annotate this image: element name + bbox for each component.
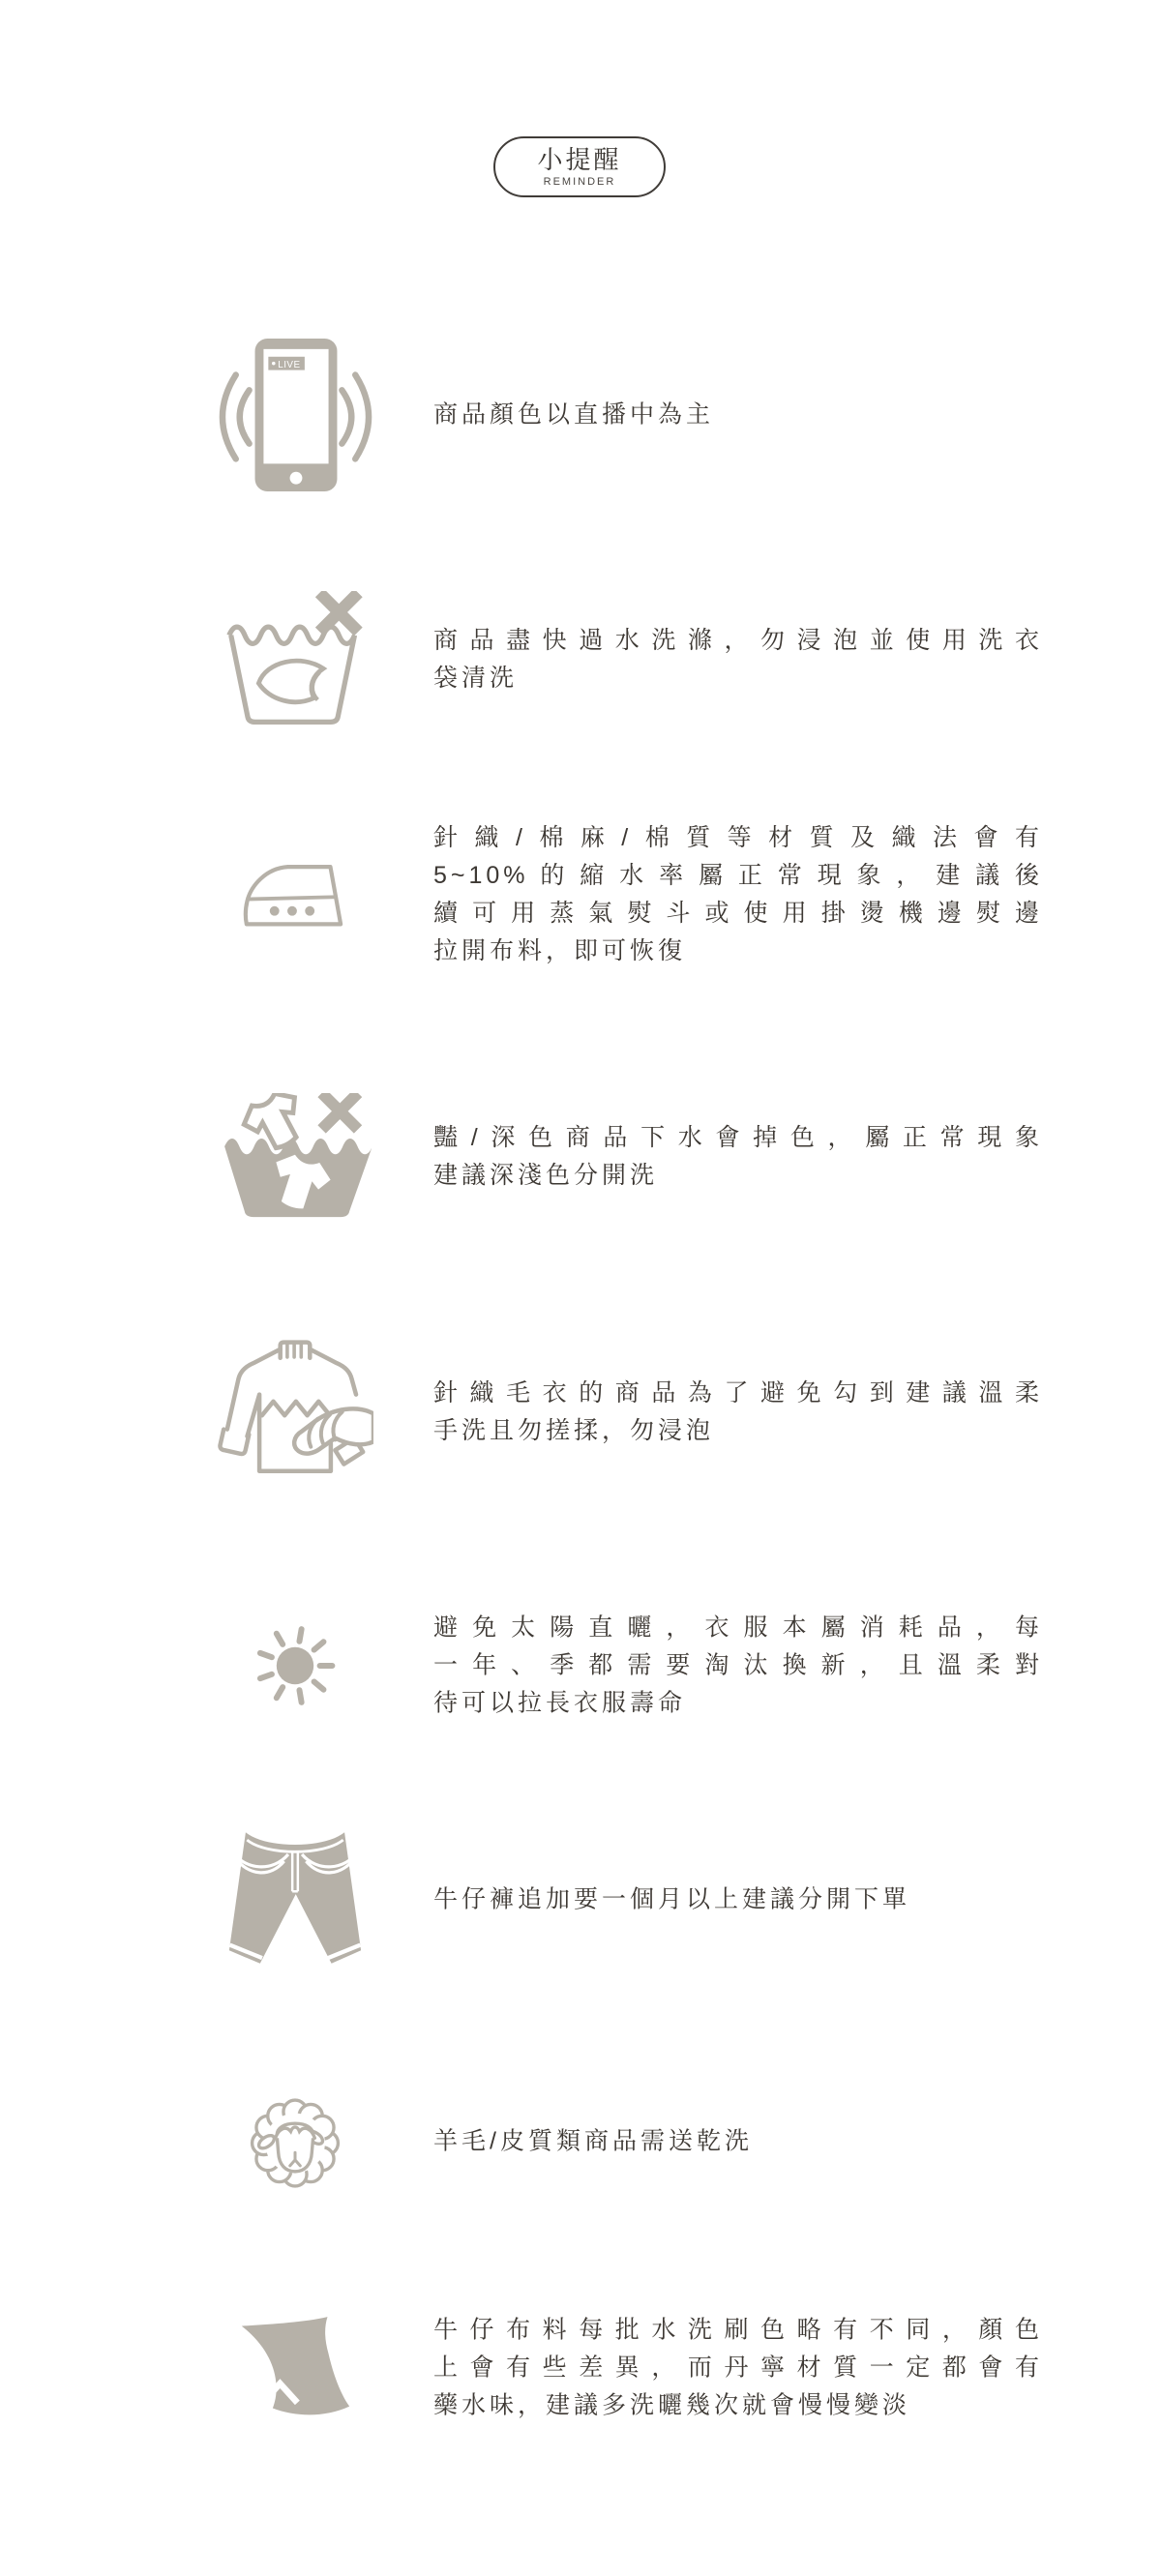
reminder-row-shrinkage-iron — [0, 806, 1161, 984]
text-line: 牛仔布料每批水洗刷色略有不同，顏色 — [433, 2316, 1043, 2344]
badge-subtitle: REMINDER — [543, 176, 616, 188]
text-line: 羊毛/皮質類商品需送乾洗 — [433, 2127, 753, 2155]
text-line: 5~10%的縮水率屬正常現象，建議後 — [433, 862, 1043, 889]
reminder-text — [433, 2123, 1043, 2161]
text-line: 牛仔褲追加要一個月以上建議分開下單 — [433, 1885, 911, 1913]
reminder-row-color-bleed — [0, 1073, 1161, 1241]
reminder-text — [433, 2312, 1043, 2425]
text-line: 一年、季都需要淘汰換新，且溫柔對 — [433, 1651, 1043, 1679]
iron-icon — [236, 858, 354, 932]
text-line: 商品顏色以直播中為主 — [433, 400, 715, 429]
text-line: 建議深淺色分開洗 — [433, 1162, 659, 1189]
reminder-text — [433, 622, 1043, 697]
badge-title: 小提醒 — [537, 145, 622, 174]
text-line: 上會有些差異，而丹寧材質一定都會有 — [433, 2354, 1043, 2382]
quick-wash-no-soak-icon — [223, 591, 367, 729]
denim-fabric-icon — [238, 2317, 352, 2419]
text-line: 針織毛衣的商品為了避免勾到建議溫柔 — [433, 1379, 1043, 1406]
reminder-row-denim-fading — [0, 2279, 1161, 2457]
text-line: 拉開布料，即可恢復 — [433, 937, 687, 964]
separate-dark-wash-icon — [219, 1093, 372, 1222]
text-line: 避免太陽直曬，衣服本屬消耗品，每 — [433, 1614, 1043, 1642]
text-line: 針織/棉麻/棉質等材質及織法會有 — [433, 824, 1043, 851]
text-line: 藥水味，建議多洗曬幾次就會慢慢變淡 — [433, 2391, 911, 2419]
text-line: 待可以拉長衣服壽命 — [433, 1689, 687, 1717]
reminder-row-wool-dryclean — [0, 2055, 1161, 2229]
text-line: 續可用蒸氣熨斗或使用掛燙機邊熨邊 — [433, 900, 1043, 927]
reminder-text — [433, 1375, 1043, 1450]
reminder-text — [433, 1610, 1043, 1723]
reminder-row-sun-exposure — [0, 1577, 1161, 1755]
reminder-text — [433, 397, 1043, 434]
knit-handwash-icon — [217, 1339, 373, 1487]
text-line: 商品盡快過水洗滌，勿浸泡並使用洗衣 — [433, 627, 1043, 654]
reminder-row-knit-handwash — [0, 1323, 1161, 1501]
text-line: 手洗且勿搓揉，勿浸泡 — [433, 1417, 715, 1444]
sun-icon — [249, 1619, 342, 1712]
reminder-text — [433, 1119, 1043, 1195]
live-label: LIVE — [277, 360, 301, 371]
reminder-row-quick-wash — [0, 576, 1161, 744]
reminder-text — [433, 819, 1043, 970]
reminder-row-jeans-preorder — [0, 1811, 1161, 1989]
text-line: 豔/深色商品下水會掉色，屬正常現象 — [433, 1124, 1043, 1151]
live-phone-icon — [217, 339, 374, 491]
reminder-badge — [493, 136, 666, 197]
reminder-row-live-color — [0, 329, 1161, 501]
jeans-icon — [226, 1828, 364, 1972]
reminder-text — [433, 1881, 1043, 1919]
text-line: 袋清洗 — [433, 665, 519, 692]
wool-sheep-icon — [233, 2080, 357, 2204]
